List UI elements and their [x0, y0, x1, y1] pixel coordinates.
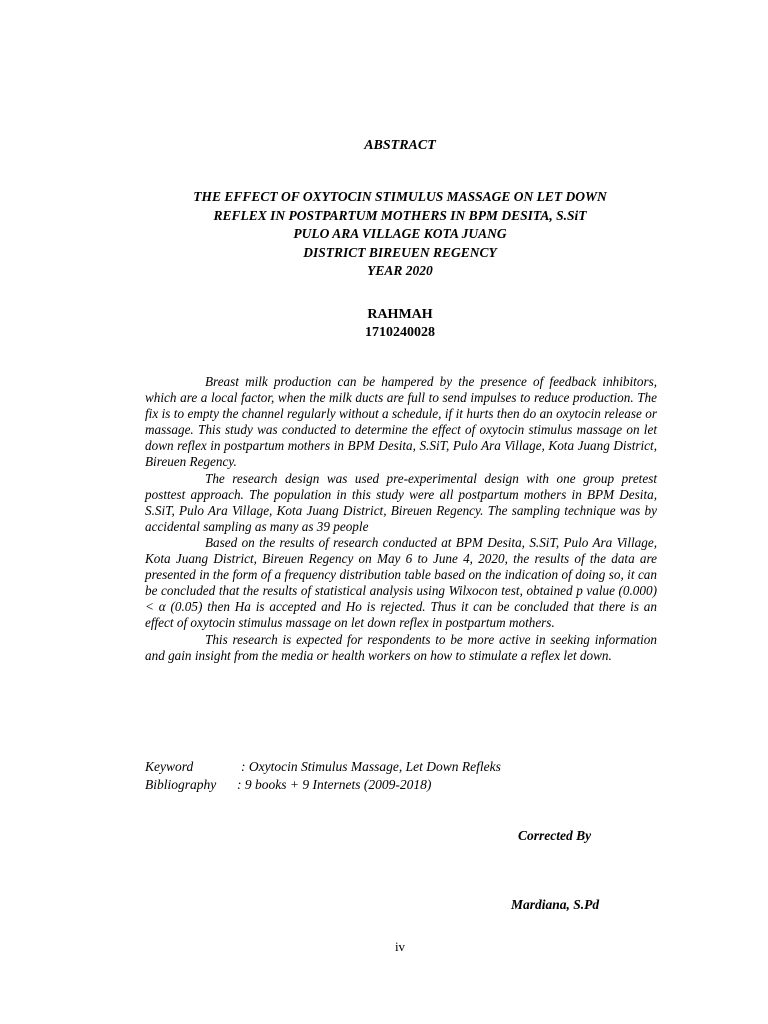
- abstract-metadata: [145, 758, 665, 794]
- keyword-row: [145, 758, 665, 776]
- abstract-paragraph: The research design was used pre-experimental design with one group pretest posttest approach. The population in this study were all postpartum mothers in BPM Desita, S.SiT, Pulo Ara Village, Kota Juang District, Bireuen Regency. The sampling technique was by accidental sampling as many as 39 people: [145, 470, 657, 534]
- abstract-paragraph: This research is expected for respondents to be more active in seeking information and gain insight from the media or health workers on how to stimulate a reflex let down.: [145, 631, 657, 663]
- signer-name: Mardiana, S.Pd: [511, 897, 600, 912]
- title-line: YEAR 2020: [367, 263, 433, 278]
- bibliography-label: Bibliography: [145, 777, 217, 792]
- author-name: RAHMAH: [367, 307, 433, 322]
- title-line: THE EFFECT OF OXYTOCIN STIMULUS MASSAGE ON LET DOWN: [193, 189, 607, 204]
- title-line: REFLEX IN POSTPARTUM MOTHERS IN BPM DESITA, S.SiT: [213, 207, 587, 223]
- corrected-by-label: Corrected By: [518, 828, 592, 843]
- title-line: DISTRICT BIREUEN REGENCY: [303, 244, 497, 260]
- keyword-label: Keyword: [145, 759, 194, 774]
- keyword-value: : Oxytocin Stimulus Massage, Let Down Refleks: [241, 759, 501, 774]
- bibliography-row: [145, 776, 665, 794]
- abstract-paragraph: Based on the results of research conducted at BPM Desita, S.SiT, Pulo Ara Village, Kota Juang District, Bireuen Regency on May 6 to June 4, 2020, the results of the data are presented in the form of a frequency distribution table based on the indication of doing so, it can be concluded that the results of statistical analysis using Wilxocon test, obtained p value (0.000) < α (0.05) then Ha is accepted and Ho is rejected. Thus it can be concluded that there is an effect of oxytocin stimulus massage on let down reflex in postpartum mothers.: [145, 534, 657, 631]
- bibliography-value: : 9 books + 9 Internets (2009-2018): [237, 777, 432, 792]
- abstract-body: [145, 374, 657, 664]
- title-line: PULO ARA VILLAGE KOTA JUANG: [293, 226, 507, 241]
- page-number: iv: [394, 939, 406, 954]
- student-id: 1710240028: [365, 325, 435, 340]
- thesis-title: [0, 188, 768, 281]
- author-block: [0, 306, 768, 342]
- abstract-heading: ABSTRACT: [364, 138, 436, 153]
- abstract-paragraph: Breast milk production can be hampered by the presence of feedback inhibitors, which are a local factor, when the milk ducts are full to send impulses to reduce production. The fix is to empty the channel regularly without a schedule, if it hurts then do an oxytocin release or massage. This study was conducted to determine the effect of oxytocin stimulus massage on let down reflex in postpartum mothers in BPM Desita, S.SiT, Pulo Ara Village, Kota Juang District, Bireuen Regency.: [145, 374, 657, 470]
